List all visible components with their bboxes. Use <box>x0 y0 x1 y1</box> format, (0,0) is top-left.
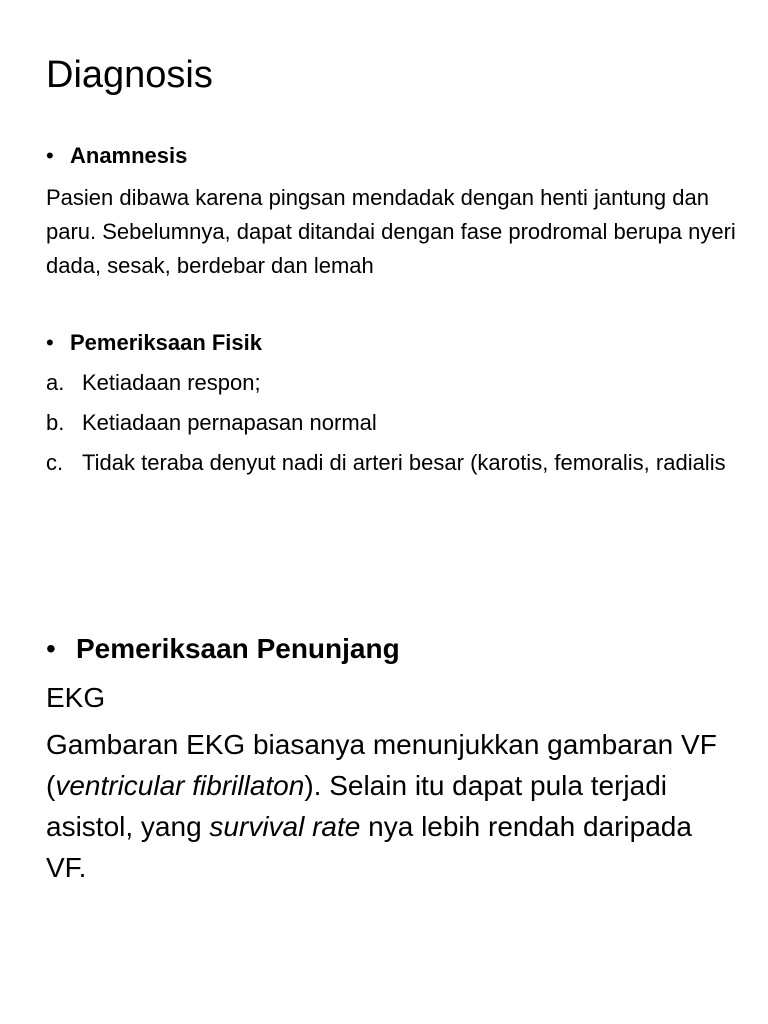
ekg-subheading: EKG <box>46 682 106 713</box>
bullet-icon: • <box>46 143 54 168</box>
list-item-text: Tidak teraba denyut nadi di arteri besar (karotis, femoralis, radialis <box>82 450 726 475</box>
list-marker: c. <box>46 450 64 475</box>
anamnesis-heading: Anamnesis <box>70 143 188 168</box>
list-item <box>46 406 736 440</box>
list-item-text: Ketiadaan pernapasan normal <box>82 410 377 435</box>
physical-exam-list <box>46 366 736 486</box>
ekg-description <box>46 724 736 888</box>
supporting-exam-heading: Pemeriksaan Penunjang <box>76 633 400 664</box>
list-marker: a. <box>46 370 65 395</box>
ekg-text-italic1: ventricular fibrillaton <box>55 770 305 801</box>
ekg-text-part2: ). Selain itu dapat pula terjadi asistol, yang <box>46 770 668 842</box>
anamnesis-heading-row <box>46 139 187 173</box>
list-item <box>46 446 736 480</box>
slide-title: Diagnosis <box>46 54 213 96</box>
list-item-text: Ketiadaan respon; <box>82 370 261 395</box>
supporting-exam-heading-row <box>46 628 400 669</box>
physical-exam-heading-row <box>46 326 262 360</box>
ekg-text-italic2: survival rate <box>209 811 361 842</box>
anamnesis-text: Pasien dibawa karena pingsan mendadak dengan henti jantung dan paru. Sebelumnya, dapat ditandai dengan fase prodromal berupa nyeri dada, sesak, berdebar dan lemah <box>46 185 736 278</box>
ekg-text-part3: nya lebih rendah daripada VF. <box>46 811 692 883</box>
bullet-icon: • <box>46 633 56 664</box>
list-marker: b. <box>46 410 65 435</box>
list-item <box>46 366 736 400</box>
physical-exam-heading: Pemeriksaan Fisik <box>70 330 263 355</box>
bullet-icon: • <box>46 330 54 355</box>
ekg-text-part1: Gambaran EKG biasanya menunjukkan gambaran VF ( <box>46 729 717 801</box>
